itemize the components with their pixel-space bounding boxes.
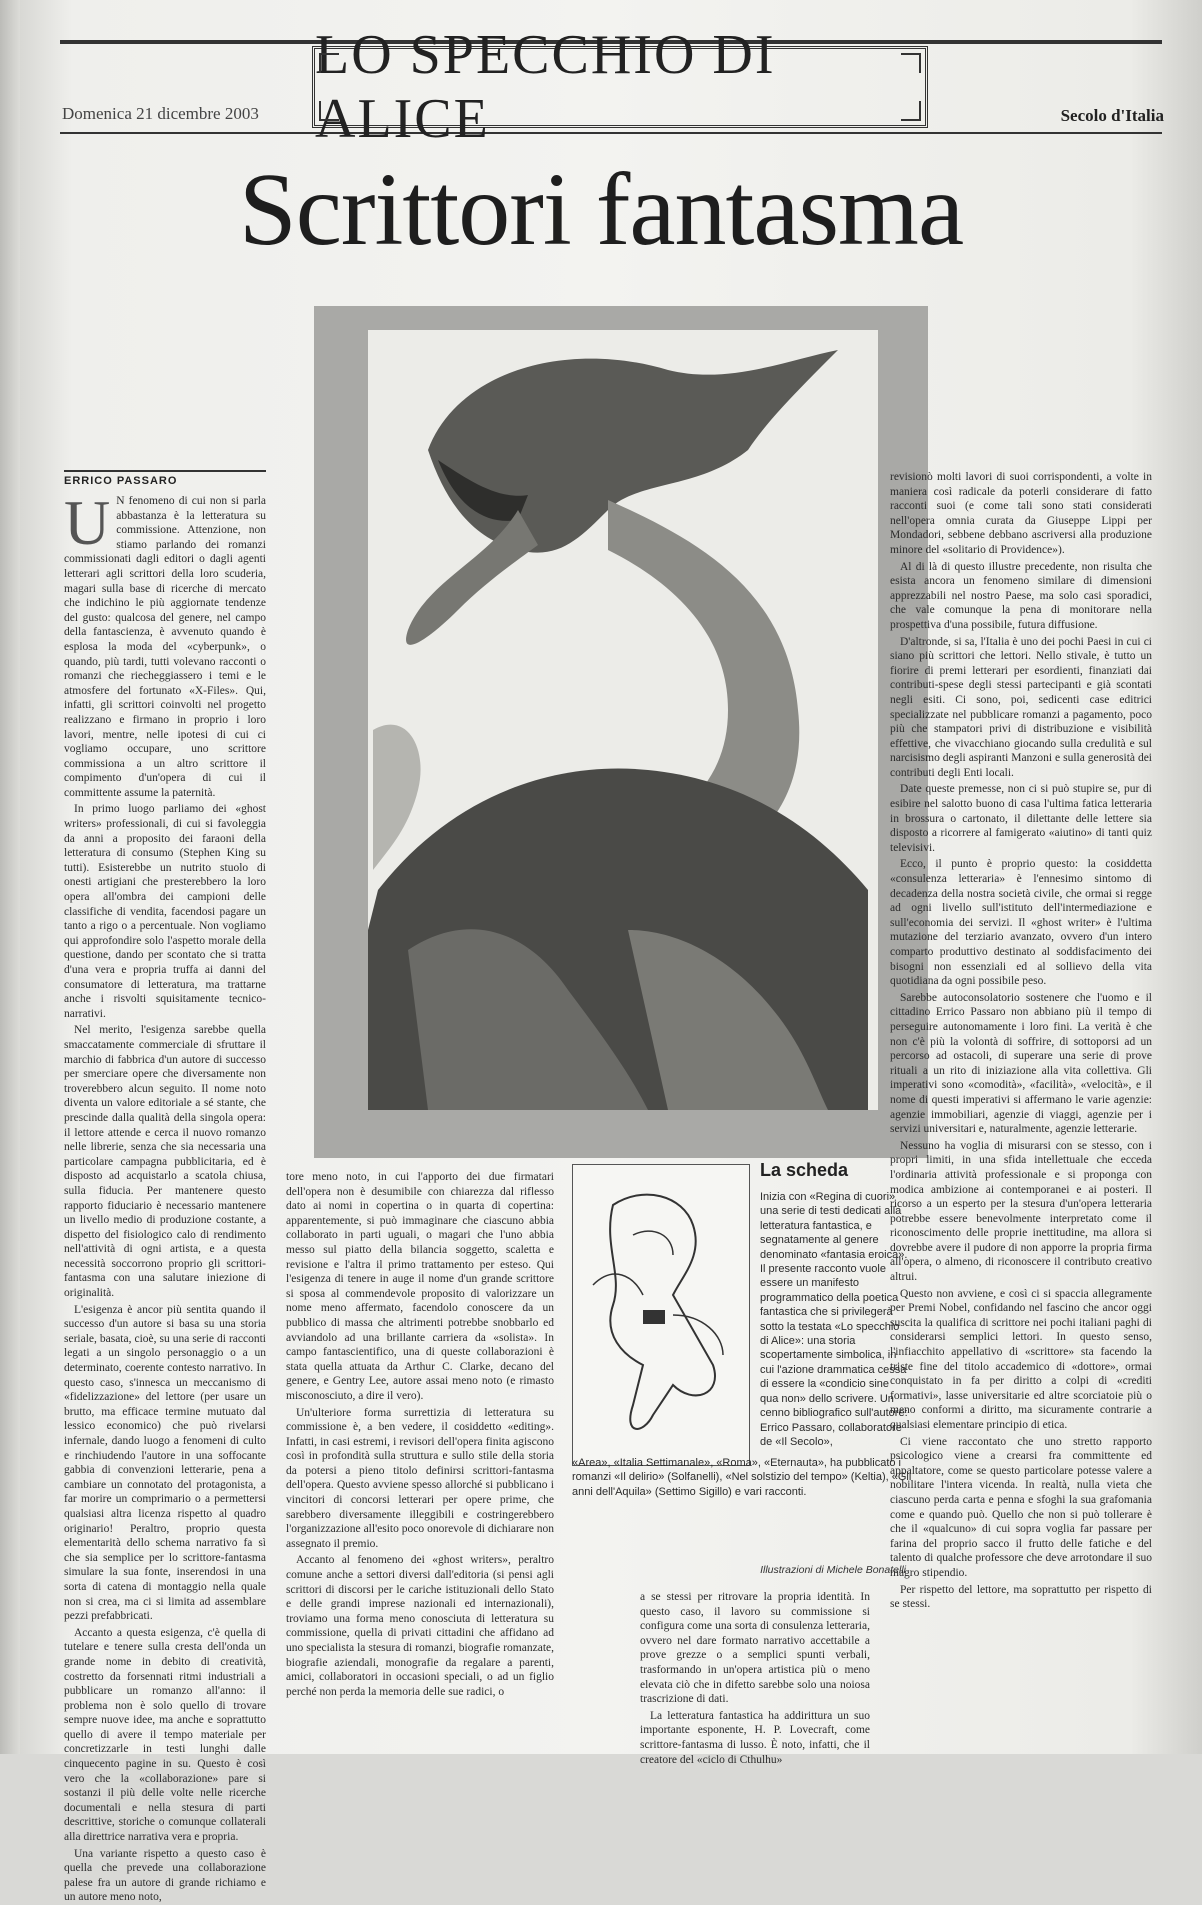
paragraph: In primo luogo parliamo dei «ghost writers» professionali, di cui si favoleggia da anni a proposito dei faraoni della letteratura di consumo (Stephen King su tutti). Esisterebbe un nutrito stuolo di onesti artigiani che presterebbero la loro opera all'ombra dei campioni delle classifiche di vendita, facendosi pagare un tanto a rigo o a percentuale. Non vogliamo qui approfondire solo l'aspetto morale della questione, dando per scontato che si tratta d'una vera e propria truffa ai danni del consumatore di letteratura, ma trattarne anche i risvolti squisitamente tecnico-narrativi.	[64, 803, 266, 1020]
paragraph: Una variante rispetto a questo caso è quella che prevede una collaborazione palese fra un autore di grande richiamo e un autore meno noto,	[64, 1847, 266, 1904]
article-column-2	[286, 1170, 554, 1722]
paragraph: D'altronde, si sa, l'Italia è uno dei pochi Paesi in cui ci siano più scrittori che lettori. Nello stivale, è tutto un fiorire di premi letterari per esordienti, finanziati dai contributi-spese degli stessi partecipanti e già scontati negli esiti. Ci sono, poi, sedicenti case editrici specializzate nel pubblicare romanzi a pagamento, poco più che stampatori privi di distribuzione e visibilità effettive, che vivacchiano giocando sulla credulità e sul narcisismo degli aspiranti Manzoni e sulla generosità dei contributi degli Enti locali.	[890, 635, 1152, 779]
paragraph: Nessuno ha voglia di misurarsi con se stesso, con i propri limiti, in una sfida intellettuale che ecceda l'ordinaria attività professionale e si proponga con modica ambizione ai contemporanei e ai posteri. Il ricorso a un esperto per la stesura d'un'opera letteraria potrebbe essere benevolmente interpretato come il riconoscimento delle proprie inettitudine, ma allora si dovrebbe avere il pudore di non apporre la propria firma all'opera, o almeno, di riconoscere il contributo creativo altrui.	[890, 1139, 1152, 1284]
paragraph: Accanto al fenomeno dei «ghost writers», peraltro comune anche a settori diversi dall'editoria (si pensi agli scrittori di discorsi per le cariche istituzionali dello Stato e delle grandi imprese nazionali ed internazionali), troviamo una forma meno conosciuta di letteratura su commissione, quella di privati cittadini che affidano ad uno specialista la stesura di romanzi, biografie romanzate, biografie aziendali, monografie da regalare a parenti, amici, collaboratori in occasioni speciali, o ad un figlio perché non perda la memoria delle sue radici, o	[286, 1554, 554, 1698]
paragraph: Un'ulteriore forma surrettizia di letteratura su commissione è, a ben vedere, il cosiddetto «editing». Infatti, in casi estremi, i revisori dell'opera finita agiscono così in profondità sulla struttura e sullo stile della storia da potersi a pieno titolo definirsi scrittori-fantasma dell'opera. Questo avviene spesso allorché si pubblicano i vincitori di concorsi letterari per opere prime, che sarebbero diversamente illeggibili e costringerebbero l'organizzazione all'esito poco onorevole di dichiarare non assegnato il premio.	[286, 1406, 554, 1550]
paragraph: Ci viene raccontato che uno stretto rapporto psicologico viene a crearsi fra committente ed appaltatore, come se questo particolare potesse valere a nobilitare l'intera vicenda. In realtà, nulla vieta che ciascuno perda carta e penna e sfoghi la sua grafomania come e quando può. Quello che non si può tollerare è che il «qualcuno» di cui sopra voglia far passare per farina del proprio sacco il frutto delle fatiche e del talento di qualche professore che deve arrotondare il suo magro stipendio.	[890, 1435, 1152, 1579]
section-masthead	[312, 24, 928, 150]
info-box	[572, 1160, 912, 1590]
article-column-4	[890, 470, 1152, 1722]
paragraph: Accanto a questa esigenza, c'è quella di tutelare e tenere sulla cresta dell'onda un grande nome in debito di creatività, costretto da forsennati ritmi industriali a pubblicare un romanzo all'anno: il problema non è solo quello di trovare sempre nuove idee, ma anche e soprattutto quello di avere il tempo materiale per concretizzarle in testi lunghi dalle cinquecento pagine in su. Questo è così vero che la «collaborazione» pare si sostanzi il più delle volte nelle ricerche documentali e nella stesura di parti descrittive, storiche o comunque collaterali alla direttrice narrativa vera e propria.	[64, 1626, 266, 1844]
newspaper-name: Secolo d'Italia	[1060, 106, 1164, 125]
heroine-illustration	[572, 1164, 750, 1466]
paragraph: Per rispetto del lettore, ma soprattutto per rispetto di se stessi.	[890, 1583, 1152, 1611]
drop-cap: U	[64, 487, 111, 558]
dragon-illustration	[368, 330, 878, 1110]
paragraph: Nel merito, l'esigenza sarebbe quella smaccatamente commerciale di sfruttare il marchio di fabbrica d'un autore di successo per smerciare opere che diversamente non troverebbero alcun seguito. Il nome noto diventa un valore editoriale a sé stante, che prescinde dalla qualità della singola opera: il lettore attende e cerca il nuovo romanzo nelle librerie, senza che sia necessaria una particolare campagna pubblicitaria, ed è disposto ad acquistarlo a scatola chiusa, sulla fiducia. Per mantenere questo rapporto fiduciario è necessario mantenere un livello medio di produzione costante, a dispetto del fisiologico calo di rendimento nell'attività di ogni artista, e a questa necessità soccorrono proprio gli scrittori-fantasma con una salutare iniezione di originalità.	[64, 1024, 266, 1300]
info-box-title: La scheda	[760, 1160, 849, 1180]
paragraph: tore meno noto, in cui l'apporto dei due firmatari dell'opera non è desumibile con chiarezza dal riflesso dato ai nomi in copertina o in quarta di copertina: apparentemente, si può immaginare che ciascuno abbia collaborato in parti uguali, o magari che l'uno abbia messo sul piatto della bilancia soggetto, scaletta e revisione e l'altra il primo trattamento per esteso. Qui l'esigenza di tenere in auge il nome d'un grande scrittore si sposa al commendevole proposito di valorizzare un nome meno affermato, facendolo conoscere da un pubblico di massa che altrimenti potrebbe snobbarlo ed avviandolo ad una brillante carriera da «solista». In campo fantascientifico, una di queste collaborazioni è stata quella attuata da Arthur C. Clarke, decano del genere, e Gentry Lee, autore assai meno noto (e rimasto misconosciuto, a dire il vero).	[286, 1171, 554, 1402]
paragraph: Questo non avviene, e così ci si spaccia allegramente per Premi Nobel, confidando nel fascino che ancor oggi suscita la qualifica di scrittore nei pochi italiani paghi di considerarsi semplici lettori. In questo senso, l'infiacchito appellativo di «scrittore» sta facendo la triste fine del titolo accademico di «dottore», ormai conquistato in fa per diritto a colpi di «crediti formativi», lasse universitarie ed altre scorciatoie più o meno conformi a diritto, ma sicuramente contrarie a qualsiasi elementare principio di etica.	[890, 1287, 1152, 1431]
info-box-text: Inizia con «Regina di cuori» una serie di testi dedicati alla letteratura fantastica, e segnatamente al genere denominato «fantasia eroica». Il presente racconto vuole essere un manifesto programmatico della poetica fantastica che si privilegerà sotto la testata «Lo specchio di Alice»: una storia scopertamente simbolica, in cui l'azione drammatica cessa di essere la «condicio sine qua non» dello scrivere. Un cenno bibliografico sull'autore: Errico Passaro, collaboratore de «Il Secolo»,	[760, 1191, 908, 1448]
paragraph: N fenomeno di cui non si parla abbastanza è la letteratura su commissione. Attenzione, non stiamo parlando dei romanzi commissionati dagli editori o dagli agenti letterari agli scrittori della loro scuderia, magari sulla base di ricerche di mercato che indichino le più aggiornate tendenze del gusto: qualcosa del genere, nel campo della fantascienza, è avvenuto quando è esplosa la moda del «cyberpunk», o quando, più tardi, tutti volevano racconti o romanzi che riecheggiassero i temi e le atmosfere del fortunato «X-Files». Qui, infatti, gli scrittori coinvolti nel progetto realizzano e firmano in proprio i loro lavori, mentre, nelle ipotesi di cui ci vogliamo occupare, uno scrittore commissiona a un altro scrittore il compimento d'un'opera di cui il committente assume la paternità.	[64, 495, 266, 799]
paragraph: Ecco, il punto è proprio questo: la cosiddetta «consulenza letteraria» è l'ennesimo sintomo di decadenza della nostra società civile, che ormai si regge ad ogni livello sull'istituto dell'intermediazione e sull'economia dei servizi. Il «ghost writer» è l'ultima mutazione del terziario avanzato, ovvero d'un intero comparto produttivo destinato al soddisfacimento dei bisogni non essenziali ed al sollievo della vita quotidiana da ogni possibile peso.	[890, 858, 1152, 988]
paragraph: Sarebbe autoconsolatorio sostenere che l'uomo e il cittadino Errico Passaro non abbiano più il tempo di perseguire autonomamente i loro fini. La verità è che non c'è più la volontà di soffrire, di sottoporsi ad un percorso ad ostacoli, di superare una serie di prove rituali a un rito di iniziazione alla vita collettiva. Gli imperativi sono «comodità», «facilità», «velocità», e il nome di questi imperativi si affermano le varie agenzie: agenzie immobiliari, agenzie di viaggi, agenzie per i servizi universitari e, naturalmente, agenzie letterarie.	[890, 991, 1152, 1136]
paragraph: revisionò molti lavori di suoi corrispondenti, a volte in maniera così radicale da poterli considerare di fatto racconti suoi (e come tali sono stati considerati nell'opera omnia curata da Giuseppe Lippi per Mondadori, sebbene debbano ascriversi alla produzione minore del «solitario di Providence»).	[890, 471, 1152, 556]
paragraph: La letteratura fantastica ha addirittura un suo importante esponente, H. P. Lovecraft, come scrittore-fantasma di lusso. È noto, infatti, che il creatore del «ciclo di Cthulhu»	[640, 1709, 870, 1766]
illustration-credit: Illustrazioni di Michele Bonatelli	[760, 1564, 906, 1576]
paragraph: Date queste premesse, non ci si può stupire se, pur di esibire nel salotto buono di casa l'ultima fatica letteraria in brossura o cartonato, il dilettante delle lettere sia disposto a ricorrere al famigerato «aiutino» di tanti quiz televisivi.	[890, 783, 1152, 854]
article-column-3	[640, 1590, 870, 1766]
paragraph: Al di là di questo illustre precedente, non risulta che esista ancora un fenomeno similare di dimensioni apprezzabili nel nostro Paese, ma solo casi sporadici, che vale comunque la pena di monitorare nella prospettiva d'una possibile, futura diffusione.	[890, 560, 1152, 631]
masthead-title: LO SPECCHIO DI ALICE	[315, 24, 776, 150]
paragraph: L'esigenza è ancor più sentita quando il successo d'un autore si basa su una storia seriale, basata, cioè, su una serie di racconti legati a un singolo personaggio o a un determinato, coerente contesto narrativo. In questo caso, s'innesca un meccanismo di «fidelizzazione» del lettore (per usare un brutto, ma efficace termine mutuato dal lessico economico) che può rivelarsi infernale, dando luogo a fenomeni di culto e rinchiudendo l'autore in una soffocante gabbia di convenzioni letterarie, pena a cambiare un connotato del protagonista, a far morire un comprimario o a permettersi qualsiasi altra licenza rispetto al quadro originario! Peraltro, proprio questa elementarità dello schema narrativo fa sì che sia semplice per lo scrittore-fantasma simulare la sua fonte, inserendosi in una sorta di catena di montaggio nella quale non si crea, ma ci si limita ad assemblare pezzi prefabbricati.	[64, 1303, 266, 1623]
article-headline: Scrittori fantasma	[238, 152, 964, 267]
info-box-bibliography: «Area», «Italia Settimanale», «Roma», «Eternauta», ha pubblicato i romanzi «Il delirio» (Solfanelli), «Nel solstizio del tempo» (Keltia), «Gli anni dell'Aquila» (Settimo Sigillo) e vari racconti.	[572, 1457, 912, 1498]
main-illustration-frame	[314, 306, 928, 1158]
paragraph: a se stessi per ritrovare la propria identità. In questo caso, il lavoro su commissione si configura come una sorta di consulenza letteraria, ovvero nel dare formato narrativo accettabile a prove grezze o a semplici spunti verbali, trasformando in un'opera artistica più o meno elevata ciò che in difetto sarebbe solo una noiosa trascrizione di dati.	[640, 1591, 870, 1706]
article-column-1	[64, 487, 266, 1904]
dateline: Domenica 21 dicembre 2003	[62, 104, 259, 123]
byline: ERRICO PASSARO	[64, 470, 266, 487]
